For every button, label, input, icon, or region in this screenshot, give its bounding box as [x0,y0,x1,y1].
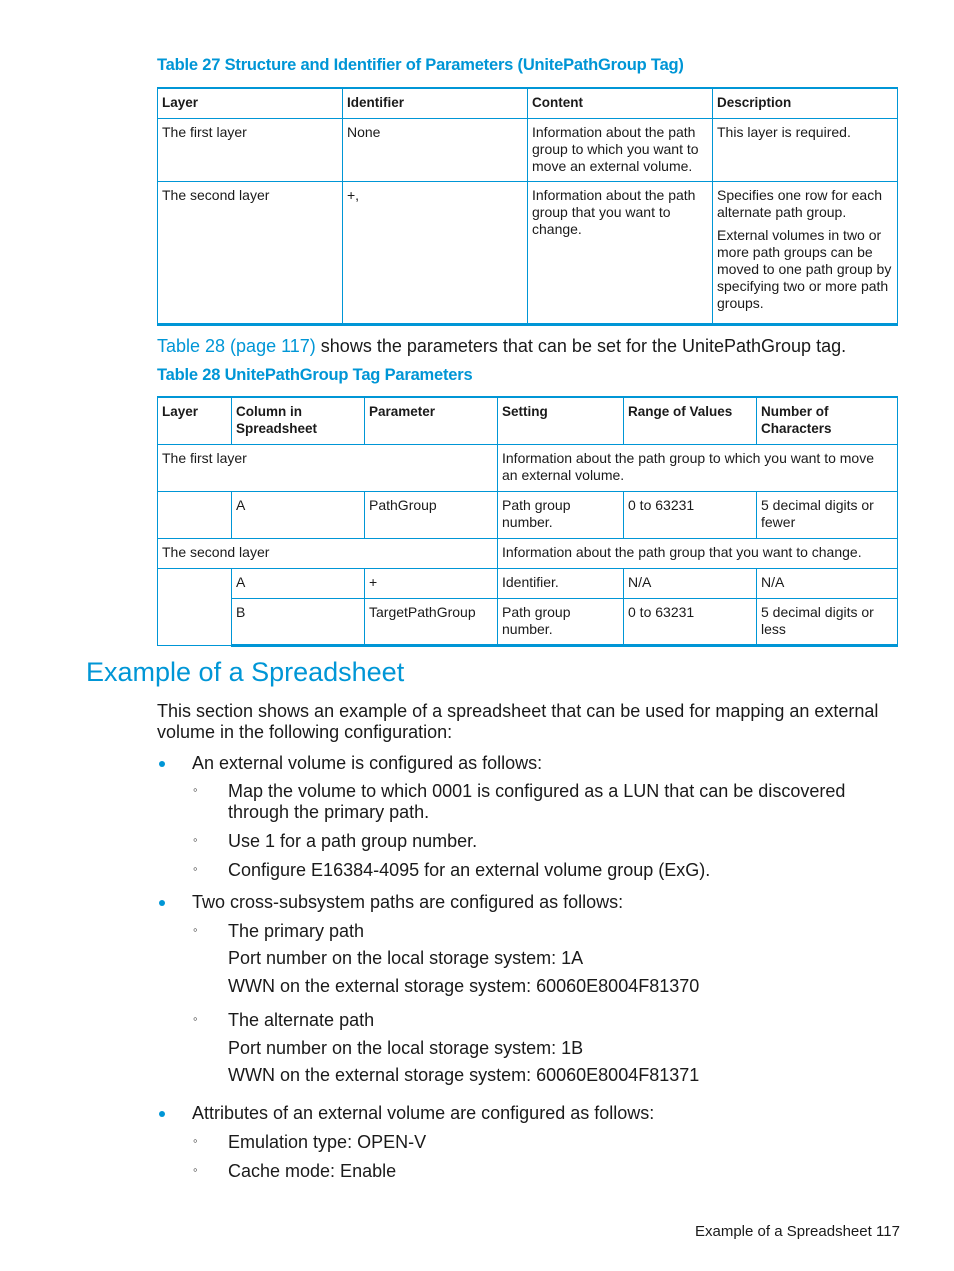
page-number: 117 [876,1223,900,1240]
table28-cell [158,491,232,538]
table28-cell: B [232,598,365,645]
table-row [158,444,898,491]
table28-header: Column in Spreadsheet [232,397,365,444]
table-row [158,181,898,324]
table-row [158,568,898,598]
table27 [157,87,898,326]
table28-cell: 5 decimal digits or fewer [757,491,898,538]
sub-bullet-detail: Port number on the local storage system: 1A [228,948,584,968]
table28-cell: 0 to 63231 [624,491,757,538]
table27-desc: Specifies one row for each alternate path group. [717,186,882,220]
table-row [158,598,898,645]
sub-bullet-item: Configure E16384-4095 for an external volume group (ExG). [228,860,711,880]
table28-header: Setting [498,397,624,444]
table28-caption: Table 28 UnitePathGroup Tag Parameters [157,366,473,384]
table28-cell: 5 decimal digits or less [757,598,898,645]
table27-header: Description [713,88,898,118]
circle-bullet-icon: ◦ [193,832,198,847]
table27-header: Identifier [343,88,528,118]
sub-bullet-item: Emulation type: OPEN-V [228,1132,427,1152]
circle-bullet-icon: ◦ [193,1162,198,1177]
intro-text: shows the parameters that can be set for the UnitePathGroup tag. [315,336,847,356]
table28-cell: A [232,491,365,538]
bullet-icon [159,900,165,906]
table27-caption: Table 27 Structure and Identifier of Parameters (UnitePathGroup Tag) [157,56,684,74]
table-row [158,491,898,538]
table-row [158,118,898,181]
bullet-item: Attributes of an external volume are configured as follows: [192,1103,655,1123]
table27-desc: This layer is required. [717,123,851,140]
table28-header: Range of Values [624,397,757,444]
bullet-item: Two cross-subsystem paths are configured as follows: [192,892,624,912]
table28-cell: Information about the path group that you want to change. [498,538,898,568]
table28-cell: A [232,568,365,598]
bullet-icon [159,1111,165,1117]
table27-desc: External volumes in two or more path groups can be moved to one path group by specifying two or more path groups. [717,226,892,311]
table28-cell [158,568,232,645]
table28-cell: + [365,568,498,598]
table27-cell: Information about the path group to which you want to move an external volume. [528,118,713,181]
table27-cell: The second layer [158,181,343,324]
table28-cell: TargetPathGroup [365,598,498,645]
table27-cell: Information about the path group that you want to change. [528,181,713,324]
table28-header: Layer [158,397,232,444]
sub-bullet-item: The alternate path [228,1010,375,1030]
sub-bullet-detail: WWN on the external storage system: 60060E8004F81371 [228,1065,700,1085]
sub-bullet-item: Use 1 for a path group number. [228,831,478,851]
table27-cell: +, [343,181,528,324]
circle-bullet-icon: ◦ [193,861,198,876]
table27-cell: The first layer [158,118,343,181]
table27-cell: None [343,118,528,181]
table28-intro [157,336,846,357]
table27-header: Content [528,88,713,118]
circle-bullet-icon: ◦ [193,1011,198,1026]
table28-cell: 0 to 63231 [624,598,757,645]
bullet-icon [159,761,165,767]
table28-cell: Path group number. [498,598,624,645]
table27-cell [713,118,898,181]
table28-cell: PathGroup [365,491,498,538]
section-title: Example of a Spreadsheet [86,657,405,687]
footer-title: Example of a Spreadsheet [695,1223,872,1240]
table28-header: Number of Characters [757,397,898,444]
table28-cell: The first layer [158,444,498,491]
sub-bullet-detail: WWN on the external storage system: 60060E8004F81370 [228,976,700,996]
table28-cell: Identifier. [498,568,624,598]
table28-cell: Information about the path group to which you want to move an external volume. [498,444,898,491]
circle-bullet-icon: ◦ [193,782,198,797]
table28-cell: The second layer [158,538,498,568]
section-intro: This section shows an example of a spreadsheet that can be used for mapping an external volume in the following configuration: [157,701,879,742]
table28-cell: N/A [757,568,898,598]
table27-header: Layer [158,88,343,118]
table28-header: Parameter [365,397,498,444]
table-row [158,538,898,568]
table27-cell [713,181,898,324]
table28 [157,396,898,647]
table28-cell: Path group number. [498,491,624,538]
circle-bullet-icon: ◦ [193,1133,198,1148]
bullet-item: An external volume is configured as follows: [192,753,543,773]
sub-bullet-detail: Port number on the local storage system: 1B [228,1038,584,1058]
sub-bullet-item: The primary path [228,921,365,941]
table28-link[interactable]: Table 28 (page 117) [157,336,316,356]
table28-cell: N/A [624,568,757,598]
sub-bullet-item: Map the volume to which 0001 is configured as a LUN that can be discovered through the primary path. [228,781,846,822]
circle-bullet-icon: ◦ [193,922,198,937]
sub-bullet-item: Cache mode: Enable [228,1161,397,1181]
